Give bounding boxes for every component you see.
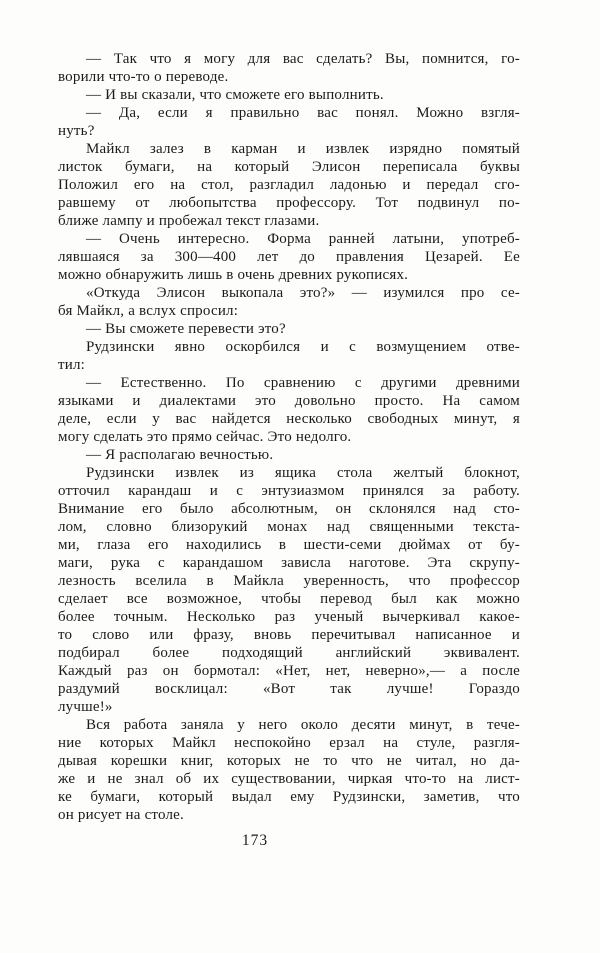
text-line: то слово или фразу, вновь перечитывал написанное и — [58, 627, 520, 643]
text-line: лучше!» — [58, 699, 113, 715]
text-line: — Очень интересно. Форма ранней латыни, употреб- — [86, 231, 520, 247]
text-line: отточил карандаш и с энтузиазмом принялся за работу. — [58, 483, 520, 499]
text-line: листок бумаги, на который Элисон переписала буквы — [58, 159, 520, 175]
text-line: — Так что я могу для вас сделать? Вы, помнится, го- — [86, 51, 520, 67]
text-line: бя Майкл, а вслух спросил: — [58, 303, 239, 319]
text-line: тил: — [58, 357, 86, 373]
text-line: Положил его на стол, разгладил ладонью и передал сго- — [58, 177, 520, 193]
text-line: сделает все возможное, чтобы перевод был как можно — [58, 591, 520, 607]
text-line: можно обнаружить лишь в очень древних рукописях. — [58, 267, 409, 283]
text-line: лезность вселила в Майкла уверенность, что профессор — [58, 573, 520, 589]
text-line: ми, глаза его находились в шести-семи дюймах от бу- — [58, 537, 520, 553]
text-line: лявшаяся за 300—400 лет до правления Цезарей. Ее — [58, 249, 520, 265]
text-line: ние которых Майкл неспокойно ерзал на стуле, разгля- — [58, 735, 520, 751]
text-line: ближе лампу и пробежал текст глазами. — [58, 213, 320, 229]
text-line: «Откуда Элисон выкопала это?» — изумился про се- — [86, 285, 520, 301]
text-line: — Естественно. По сравнению с другими древними — [86, 375, 520, 391]
text-line: языками и диалектами это довольно просто. На самом — [58, 393, 520, 409]
text-line: ворили что-то о переводе. — [58, 69, 229, 85]
text-line: раздумий восклицал: «Вот так лучше! Гораздо — [58, 681, 520, 697]
text-line: Майкл залез в карман и извлек изрядно помятый — [86, 141, 520, 157]
page-number: 173 — [241, 832, 269, 849]
page-text — [58, 50, 520, 824]
text-line: Вся работа заняла у него около десяти минут, в тече- — [86, 717, 520, 733]
text-line: Рудзински извлек из ящика стола желтый блокнот, — [86, 465, 520, 481]
text-line: маги, рука с карандашом зависла наготове. Эта скрупу- — [58, 555, 520, 571]
text-line: подбирал более подходящий английский эквивалент. — [58, 645, 520, 661]
text-line: он рисует на столе. — [58, 807, 184, 823]
text-line: дывая корешки книг, которых не то что не читал, но да- — [58, 753, 520, 769]
text-line: более точным. Несколько раз ученый вычеркивал какое- — [58, 609, 520, 625]
text-line: — И вы сказали, что сможете его выполнить. — [86, 87, 384, 103]
text-line: деле, если у вас найдется несколько свободных минут, я — [58, 411, 520, 427]
text-line: ке бумаги, который выдал ему Рудзински, заметив, что — [58, 789, 520, 805]
text-line: — Вы сможете перевести это? — [86, 321, 286, 337]
text-line: — Да, если я правильно вас понял. Можно взгля- — [86, 105, 520, 121]
text-line: Внимание его было абсолютным, он склонялся над сто- — [58, 501, 520, 517]
text-line: — Я располагаю вечностью. — [86, 447, 274, 463]
text-line: равшему от любопытства профессору. Тот подвинул по- — [58, 195, 520, 211]
text-line: могу сделать это прямо сейчас. Это недолго. — [58, 429, 352, 445]
text-line: лом, словно близорукий монах над священными текста- — [58, 519, 520, 535]
text-line: нуть? — [58, 123, 95, 139]
text-line: Рудзински явно оскорбился и с возмущением отве- — [86, 339, 520, 355]
text-line: Каждый раз он бормотал: «Нет, нет, неверно»,— а после — [58, 663, 520, 679]
text-line: же и не знал об их существовании, чиркая что-то на лист- — [58, 771, 520, 787]
